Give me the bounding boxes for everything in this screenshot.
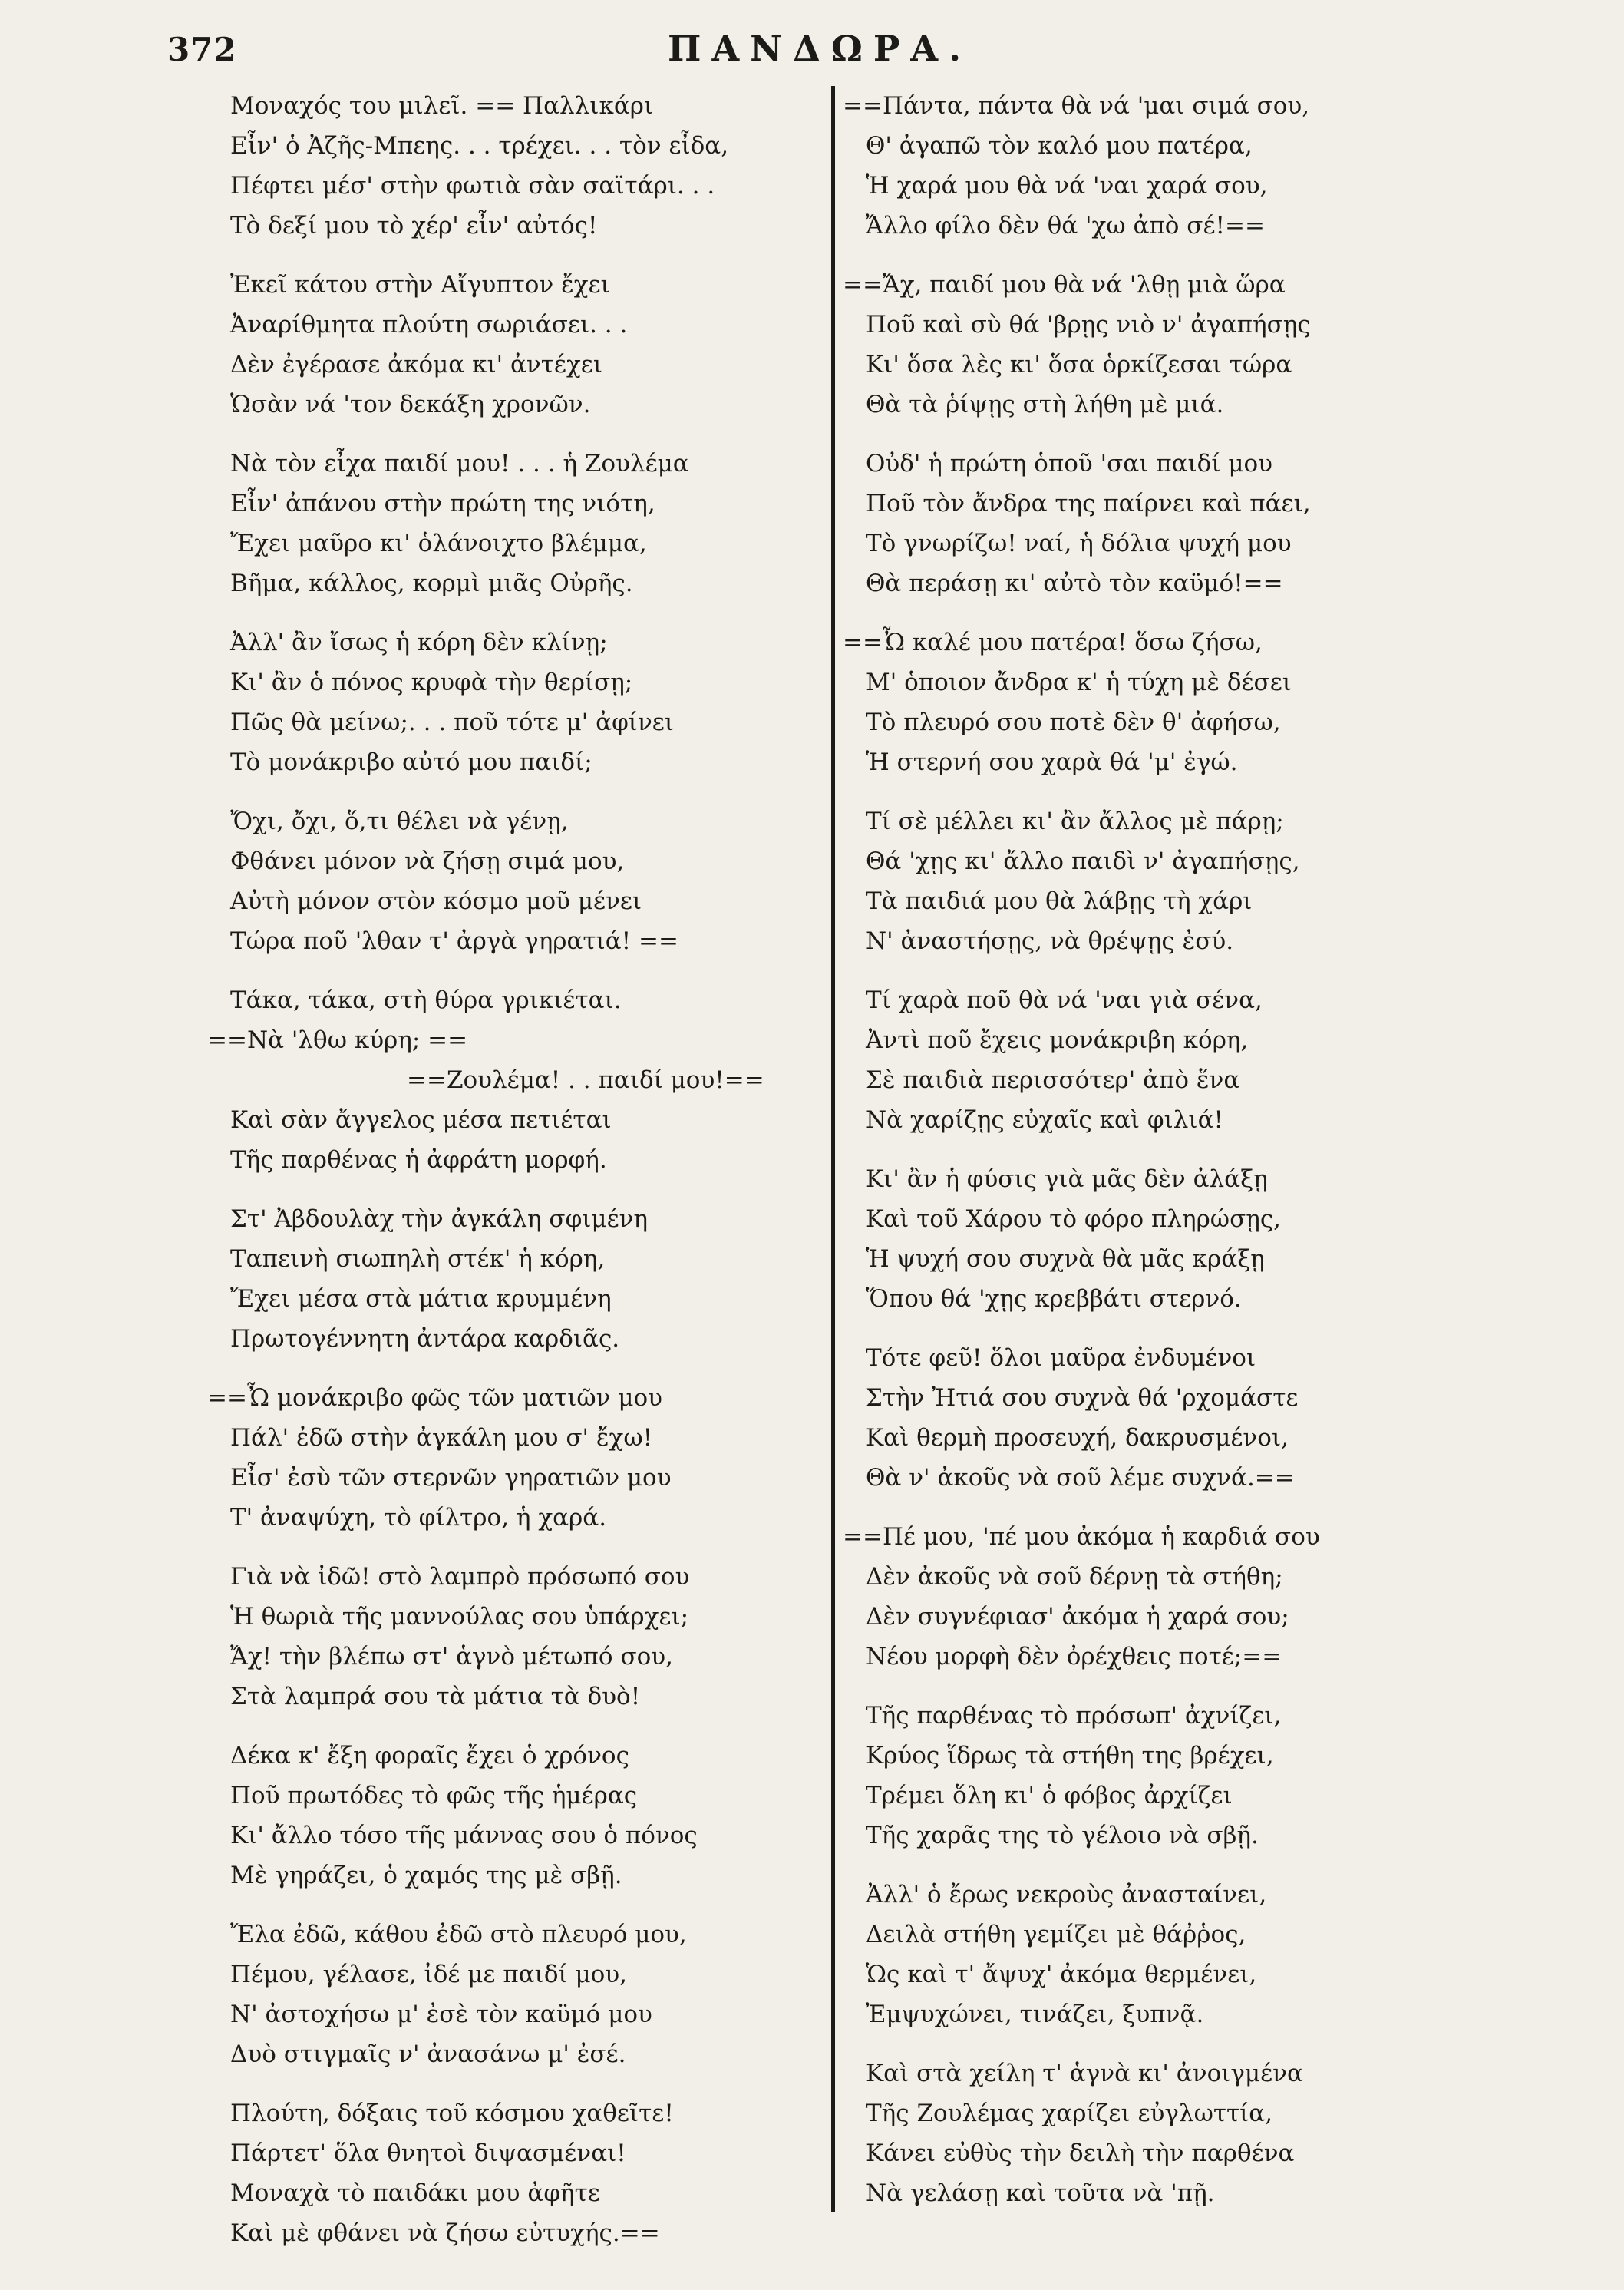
verse-line: Ἐμψυχώνει, τινάζει, ξυπνᾷ. [866, 2001, 1204, 2028]
verse-line: Τάκα, τάκα, στὴ θύρα γρικιέται. [230, 986, 622, 1014]
verse-line: Ἀντὶ ποῦ ἔχεις μονάκριβη κόρη, [866, 1026, 1249, 1054]
verse-line: Ἡ χαρά μου θὰ νά 'ναι χαρά σου, [866, 172, 1268, 200]
verse-line: Θ' ἀγαπῶ τὸν καλό μου πατέρα, [866, 132, 1253, 160]
stanza [843, 1517, 1480, 1677]
verse-line: Θά 'χῃς κι' ἄλλο παιδὶ ν' ἀγαπήσῃς, [866, 848, 1300, 875]
verse-line: Ἡ στερνή σου χαρὰ θά 'μ' ἐγώ. [866, 748, 1238, 776]
verse-line: Καὶ θερμὴ προσευχή, δακρυσμένοι, [866, 1424, 1289, 1452]
verse-line: Εἶν' ὁ Ἀζῆς-Μπεης. . . τρέχει. . . τὸν εἶδα, [230, 132, 729, 160]
column-divider [831, 86, 835, 2212]
verse-line: Τῆς χαρᾶς της τὸ γέλοιο νὰ σβῇ. [866, 1822, 1259, 1849]
verse-line: Πρωτογέννητη ἀντάρα καρδιᾶς. [230, 1325, 620, 1353]
stanza [866, 1159, 1480, 1319]
verse-line: Μ' ὁποιον ἄνδρα κ' ἡ τύχη μὲ δέσει [866, 669, 1292, 696]
right-column [843, 86, 1480, 2232]
verse-line: Κι' ἂν ἡ φύσις γιὰ μᾶς δὲν ἀλάξῃ [866, 1165, 1268, 1193]
verse-line: Φθάνει μόνον νὰ ζήσῃ σιμά μου, [230, 848, 625, 875]
stanza [866, 444, 1480, 603]
stanza [230, 444, 844, 603]
verse-line: Πάρτετ' ὅλα θνητοὶ διψασμέναι! [230, 2140, 626, 2167]
verse-line: Θὰ τὰ ῥίψῃς στὴ λήθη μὲ μιά. [866, 391, 1224, 418]
verse-line: Ποῦ τὸν ἄνδρα της παίρνει καὶ πάει, [866, 490, 1311, 517]
verse-line: ==Ὦ μονάκριβο φῶς τῶν ματιῶν μου [207, 1384, 662, 1412]
verse-line: ==Ἄχ, παιδί μου θὰ νά 'λθῃ μιὰ ὥρα [843, 271, 1286, 299]
verse-line: Δὲν συγνέφιασ' ἀκόμα ἡ χαρά σου; [866, 1603, 1289, 1631]
verse-line: Νὰ χαρίζῃς εὐχαῖς καὶ φιλιά! [866, 1106, 1223, 1134]
stanza [230, 1557, 844, 1717]
verse-line: Ἄχ! τὴν βλέπω στ' ἁγνὸ μέτωπό σου, [230, 1643, 673, 1670]
verse-line: Ἀλλ' ἂν ἴσως ἡ κόρη δὲν κλίνῃ; [230, 629, 608, 656]
verse-line: Ὄχι, ὄχι, ὅ,τι θέλει νὰ γένῃ, [230, 808, 569, 835]
stanza [230, 1915, 844, 2074]
verse-line: Τί σὲ μέλλει κι' ἂν ἄλλος μὲ πάρῃ; [866, 808, 1284, 835]
verse-line: Τῆς παρθένας τὸ πρόσωπ' ἀχνίζει, [866, 1702, 1282, 1730]
verse-line: Κι' ὅσα λὲς κι' ὅσα ὁρκίζεσαι τώρα [866, 351, 1292, 378]
verse-line: Αὐτὴ μόνον στὸν κόσμο μοῦ μένει [230, 887, 642, 915]
verse-line: Γιὰ νὰ ἰδῶ! στὸ λαμπρὸ πρόσωπό σου [230, 1563, 690, 1591]
verse-line: Κάνει εὐθὺς τὴν δειλὴ τὴν παρθένα [866, 2140, 1295, 2167]
verse-line: Ὅπου θά 'χῃς κρεββάτι στερνό. [866, 1285, 1242, 1313]
verse-line: Κι' ἂν ὁ πόνος κρυφὰ τὴν θερίσῃ; [230, 669, 633, 696]
verse-line: Θὰ περάσῃ κι' αὐτὸ τὸν καϋμό!== [866, 570, 1283, 597]
verse-line: Ὡς καὶ τ' ἄψυχ' ἀκόμα θερμένει, [866, 1961, 1257, 1988]
verse-line: Μοναχός του μιλεῖ. == Παλλικάρι [230, 92, 654, 120]
stanza [866, 1875, 1480, 2034]
verse-line: Ἡ ψυχή σου συχνὰ θὰ μᾶς κράξῃ [866, 1245, 1265, 1273]
stanza [230, 86, 844, 246]
stanza [230, 980, 844, 1020]
verse-line: Νὰ τὸν εἶχα παιδί μου! . . . ἡ Ζουλέμα [230, 450, 689, 477]
verse-line: Εἶσ' ἐσὺ τῶν στερνῶν γηρατιῶν μου [230, 1464, 672, 1492]
verse-line: Δὲν ἐγέρασε ἀκόμα κι' ἀντέχει [230, 351, 602, 378]
left-column [207, 86, 844, 2272]
verse-line: Ἔλα ἐδῶ, κάθου ἐδῶ στὸ πλευρό μου, [230, 1921, 687, 1948]
verse-line: Ἀλλ' ὁ ἔρως νεκροὺς ἀνασταίνει, [866, 1881, 1267, 1908]
page-number: 372 [167, 31, 237, 68]
verse-line: Καὶ τοῦ Χάρου τὸ φόρο πληρώσῃς, [866, 1205, 1282, 1233]
verse-line: Μοναχὰ τὸ παιδάκι μου ἀφῆτε [230, 2179, 600, 2207]
verse-line: ==Νὰ 'λθω κύρη; == [207, 1026, 468, 1054]
running-title: ΠΑΝΔΩΡΑ. [668, 28, 972, 69]
verse-line: Ἀναρίθμητα πλούτη σωριάσει. . . [230, 311, 628, 339]
verse-line: Τῆς παρθένας ἡ ἀφράτη μορφή. [230, 1146, 607, 1174]
verse-line: Ποῦ καὶ σὺ θά 'βρῃς νιὸ ν' ἀγαπήσῃς [866, 311, 1311, 339]
stanza [230, 1100, 844, 1180]
verse-line: Τί χαρὰ ποῦ θὰ νά 'ναι γιὰ σένα, [866, 986, 1263, 1014]
stanza [866, 1338, 1480, 1498]
verse-line: Τῆς Ζουλέμας χαρίζει εὐγλωττία, [866, 2100, 1273, 2127]
stanza [230, 1736, 844, 1895]
verse-line: Σὲ παιδιὰ περισσότερ' ἀπὸ ἕνα [866, 1066, 1240, 1094]
verse-line: Ὡσὰν νά 'τον δεκάξη χρονῶν. [230, 391, 591, 418]
stanza [843, 623, 1480, 782]
stanza [230, 623, 844, 782]
verse-line: Τὸ πλευρό σου ποτὲ δὲν θ' ἀφήσω, [866, 709, 1281, 736]
verse-line: Τ' ἀναψύχη, τὸ φίλτρο, ἡ χαρά. [230, 1504, 607, 1532]
verse-line: Καὶ στὰ χείλη τ' ἁγνὰ κι' ἀνοιγμένα [866, 2060, 1303, 2087]
verse-line: Μὲ γηράζει, ὁ χαμός της μὲ σβῇ. [230, 1862, 622, 1889]
verse-line: Βῆμα, κάλλος, κορμὶ μιᾶς Οὐρῆς. [230, 570, 633, 597]
stanza [207, 1378, 844, 1538]
verse-line: Πῶς θὰ μείνω;. . . ποῦ τότε μ' ἀφίνει [230, 709, 675, 736]
verse-line: Τὸ δεξί μου τὸ χέρ' εἶν' αὐτός! [230, 212, 598, 240]
verse-line: Στ' Ἀβδουλὰχ τὴν ἀγκάλη σφιμένη [230, 1205, 649, 1233]
verse-line: Δέκα κ' ἔξη φοραῖς ἔχει ὁ χρόνος [230, 1742, 629, 1770]
verse-line: Τρέμει ὅλη κι' ὁ φόβος ἀρχίζει [866, 1782, 1233, 1809]
verse-line: Εἶν' ἀπάνου στὴν πρώτη της νιότη, [230, 490, 655, 517]
verse-line: ==Ζουλέμα! . . παιδί μου!== [407, 1066, 764, 1094]
verse-line: Δυὸ στιγμαῖς ν' ἀνασάνω μ' ἐσέ. [230, 2041, 626, 2068]
verse-line: Τὰ παιδιά μου θὰ λάβῃς τὴ χάρι [866, 887, 1253, 915]
stanza [843, 265, 1480, 425]
verse-line: Τὸ μονάκριβο αὐτό μου παιδί; [230, 748, 592, 776]
verse-line: Πέμου, γέλασε, ἰδέ με παιδί μου, [230, 1961, 627, 1988]
verse-line: Κι' ἄλλο τόσο τῆς μάννας σου ὁ πόνος [230, 1822, 698, 1849]
verse-line: Ἄλλο φίλο δὲν θά 'χω ἀπὸ σέ!== [866, 212, 1265, 240]
verse-line: ==Πάντα, πάντα θὰ νά 'μαι σιμά σου, [843, 92, 1310, 120]
verse-line: Ἐκεῖ κάτου στὴν Αἴγυπτον ἔχει [230, 271, 610, 299]
verse-line: Ν' ἀναστήσῃς, νὰ θρέψῃς ἐσύ. [866, 927, 1234, 955]
verse-line: Δειλὰ στήθη γεμίζει μὲ θάῤῥος, [866, 1921, 1246, 1948]
verse-line: Πλούτη, δόξαις τοῦ κόσμου χαθεῖτε! [230, 2100, 674, 2127]
verse-line: Πέφτει μέσ' στὴν φωτιὰ σὰν σαϊτάρι. . . [230, 172, 715, 200]
stanza [230, 801, 844, 961]
stanza [230, 1199, 844, 1359]
verse-line: Νὰ γελάσῃ καὶ τοῦτα νὰ 'πῇ. [866, 2179, 1215, 2207]
verse-line: Ἡ θωριὰ τῆς μαννούλας σου ὑπάρχει; [230, 1603, 689, 1631]
verse-line: Τότε φεῦ! ὅλοι μαῦρα ἐνδυμένοι [866, 1344, 1256, 1372]
stanza [207, 1020, 844, 1060]
stanza [866, 1696, 1480, 1855]
verse-line: Στὰ λαμπρά σου τὰ μάτια τὰ δυὸ! [230, 1683, 641, 1710]
verse-line: ==Πέ μου, 'πέ μου ἀκόμα ἡ καρδιά σου [843, 1523, 1320, 1551]
verse-line: Κρύος ἵδρως τὰ στήθη της βρέχει, [866, 1742, 1274, 1770]
stanza [230, 1060, 844, 1100]
stanza [230, 265, 844, 425]
page-header [0, 23, 1624, 77]
verse-line: Νέου μορφὴ δὲν ὀρέχθεις ποτέ;== [866, 1643, 1282, 1670]
stanza [843, 86, 1480, 246]
verse-line: Ταπεινὴ σιωπηλὴ στέκ' ἡ κόρη, [230, 1245, 606, 1273]
verse-line: Στὴν Ἠτιά σου συχνὰ θά 'ρχομάστε [866, 1384, 1299, 1412]
verse-line: Δὲν ἀκοῦς νὰ σοῦ δέρνῃ τὰ στήθη; [866, 1563, 1283, 1591]
verse-line: Πάλ' ἐδῶ στὴν ἀγκάλη μου σ' ἔχω! [230, 1424, 653, 1452]
stanza [866, 801, 1480, 961]
stanza [866, 2054, 1480, 2213]
verse-line: Ἔχει μαῦρο κι' ὁλάνοιχτο βλέμμα, [230, 530, 647, 557]
verse-line: Τώρα ποῦ 'λθαν τ' ἀργὰ γηρατιά! == [230, 927, 678, 955]
verse-line: Θὰ ν' ἀκοῦς νὰ σοῦ λέμε συχνά.== [866, 1464, 1295, 1492]
verse-line: Καὶ σὰν ἄγγελος μέσα πετιέται [230, 1106, 612, 1134]
verse-line: Ποῦ πρωτόδες τὸ φῶς τῆς ἡμέρας [230, 1782, 638, 1809]
verse-line: ==Ὦ καλέ μου πατέρα! ὅσω ζήσω, [843, 629, 1263, 656]
verse-line: Καὶ μὲ φθάνει νὰ ζήσω εὐτυχής.== [230, 2219, 660, 2247]
verse-line: Τὸ γνωρίζω! ναί, ἡ δόλια ψυχή μου [866, 530, 1292, 557]
verse-line: Ν' ἀστοχήσω μ' ἐσὲ τὸν καϋμό μου [230, 2001, 652, 2028]
verse-line: Οὐδ' ἡ πρώτη ὁποῦ 'σαι παιδί μου [866, 450, 1272, 477]
stanza [230, 2093, 844, 2253]
verse-line: Ἔχει μέσα στὰ μάτια κρυμμένη [230, 1285, 612, 1313]
stanza [866, 980, 1480, 1140]
